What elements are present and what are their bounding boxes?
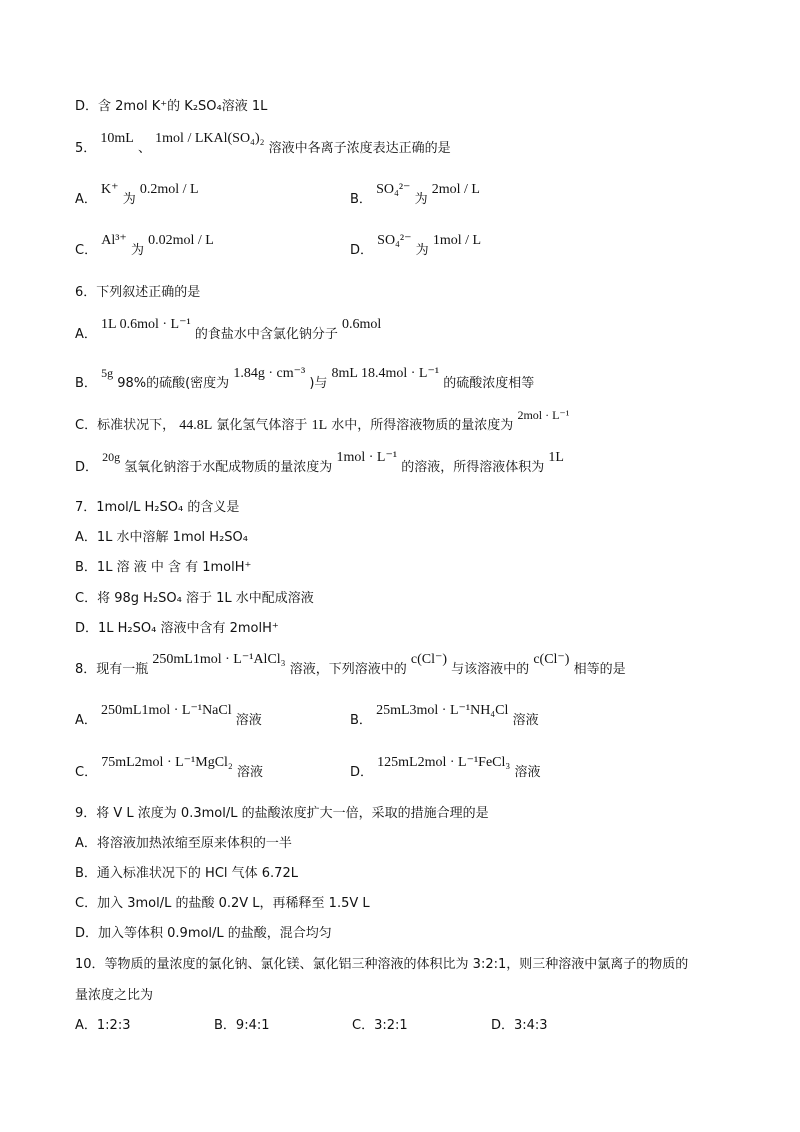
q6-option-a xyxy=(75,317,382,345)
q8-c-text: 溶液 xyxy=(236,765,263,780)
q5-separator: 、 xyxy=(138,141,152,156)
q6-a-text: 的食盐水中含氯化钠分子 xyxy=(194,327,338,342)
q5-b-value: 2mol / L xyxy=(431,182,480,197)
q6-b-text3: 的硫酸浓度相等 xyxy=(443,376,535,391)
q7-option-c: C．将 98g H₂SO₄ 溶于 1L 水中配成溶液 xyxy=(75,591,314,606)
q6-option-d xyxy=(75,450,564,478)
q6-stem: 6．下列叙述正确的是 xyxy=(75,285,201,300)
q5-formula-solution: 1mol / LKAl(SO₄)₂ xyxy=(155,131,265,146)
q8-b-formula: 25mL3mol · L⁻¹NH₄Cl xyxy=(376,703,509,718)
q8-a-text: 溶液 xyxy=(235,713,262,728)
q8-d-text: 溶液 xyxy=(514,765,541,780)
option-label: D． xyxy=(350,765,374,780)
q5-option-b xyxy=(350,182,480,210)
q6-d-text2: 的溶液，所得溶液体积为 xyxy=(401,460,545,475)
q8-a-formula: 250mL1mol · L⁻¹NaCl xyxy=(101,703,232,718)
q5-b-word: 为 xyxy=(414,192,428,207)
q5-a-ion: K⁺ xyxy=(101,182,119,197)
q8-option-d xyxy=(350,755,541,783)
q9-option-b: B．通入标准状况下的 HCl 气体 6.72L xyxy=(75,866,298,881)
q9-option-a: A．将溶液加热浓缩至原来体积的一半 xyxy=(75,836,292,851)
q8-option-b xyxy=(350,703,539,731)
q6-d-concentration: 1mol · L⁻¹ xyxy=(336,450,398,465)
q8-b-text: 溶液 xyxy=(512,713,539,728)
q9-option-d: D．加入等体积 0.9mol/L 的盐酸，混合均匀 xyxy=(75,926,332,941)
q8-solution: 250mL1mol · L⁻¹AlCl₃ xyxy=(152,652,286,667)
q8-c-formula: 75mL2mol · L⁻¹MgCl₂ xyxy=(101,755,233,770)
q6-b-mass: 5g xyxy=(101,366,114,380)
q5-option-c xyxy=(75,233,214,261)
q10-option-b: B．9:4:1 xyxy=(214,1018,270,1033)
option-label: A． xyxy=(75,713,97,728)
q10-option-a: A．1:2:3 xyxy=(75,1018,131,1033)
q5-a-word: 为 xyxy=(122,192,136,207)
q6-option-c xyxy=(75,408,570,436)
q5-stem-text: 溶液中各离子浓度表达正确的是 xyxy=(268,141,451,156)
q9-option-c: C．加入 3mol/L 的盐酸 0.2V L，再稀释至 1.5V L xyxy=(75,896,370,911)
option-label: D． xyxy=(75,460,99,475)
q6-c-volume: 44.8L xyxy=(179,418,213,433)
q8-option-a xyxy=(75,703,262,731)
q5-stem xyxy=(75,131,451,159)
q5-option-a xyxy=(75,182,199,210)
q8-d-formula: 125mL2mol · L⁻¹FeCl₃ xyxy=(377,755,511,770)
q8-c-cl-2: c(Cl⁻) xyxy=(533,652,570,667)
q6-c-water: 1L xyxy=(311,418,328,433)
q5-c-value: 0.02mol / L xyxy=(148,233,214,248)
q5-d-value: 1mol / L xyxy=(432,233,482,248)
q10-stem-line2: 量浓度之比为 xyxy=(75,988,154,1003)
q8-stem xyxy=(75,652,626,680)
q6-a-formula2: 0.6mol xyxy=(341,317,382,332)
option-label: A． xyxy=(75,327,97,342)
option-label: C． xyxy=(75,765,98,780)
q5-c-word: 为 xyxy=(130,243,144,258)
q4-option-d: D．含 2mol K⁺的 K₂SO₄溶液 1L xyxy=(75,99,268,114)
q6-c-text2: 氯化氢气体溶于 xyxy=(216,418,308,433)
q6-c-text1: C．标准状况下， xyxy=(75,418,176,433)
option-label: C． xyxy=(75,243,98,258)
q10-option-d: D．3:4:3 xyxy=(491,1018,548,1033)
option-label: B． xyxy=(75,376,97,391)
q5-number: 5． xyxy=(75,141,97,156)
q7-option-a: A．1L 水中溶解 1mol H₂SO₄ xyxy=(75,530,248,545)
q6-b-concentration: 8mL 18.4mol · L⁻¹ xyxy=(331,366,440,381)
option-label: D． xyxy=(350,243,374,258)
q6-c-text3: 水中，所得溶液物质的量浓度为 xyxy=(331,418,514,433)
q5-d-word: 为 xyxy=(415,243,429,258)
q8-c-cl-1: c(Cl⁻) xyxy=(410,652,448,667)
option-label: B． xyxy=(350,192,372,207)
q8-text1: 8．现有一瓶 xyxy=(75,662,149,677)
q6-b-density: 1.84g · cm⁻³ xyxy=(233,366,306,381)
q6-b-text2: )与 xyxy=(309,376,328,391)
q6-d-volume: 1L xyxy=(548,450,564,465)
q5-option-d xyxy=(350,233,482,261)
q7-stem: 7．1mol/L H₂SO₄ 的含义是 xyxy=(75,500,240,515)
q6-option-b xyxy=(75,366,535,394)
q5-d-ion: SO₄²⁻ xyxy=(377,233,412,248)
q5-formula-volume: 10mL xyxy=(100,131,134,146)
q6-b-text1: 98%的硫酸(密度为 xyxy=(117,376,230,391)
q9-stem: 9．将 V L 浓度为 0.3mol/L 的盐酸浓度扩大一倍，采取的措施合理的是 xyxy=(75,806,489,821)
q10-option-c: C．3:2:1 xyxy=(352,1018,408,1033)
q7-option-d: D．1L H₂SO₄ 溶液中含有 2molH⁺ xyxy=(75,621,279,636)
q6-d-text1: 氢氧化钠溶于水配成物质的量浓度为 xyxy=(124,460,333,475)
q6-d-mass: 20g xyxy=(102,450,121,464)
q8-text2: 溶液，下列溶液中的 xyxy=(289,662,407,677)
q7-option-b: B．1L 溶 液 中 含 有 1molH⁺ xyxy=(75,560,252,575)
q10-stem-line1: 10．等物质的量浓度的氯化钠、氯化镁、氯化铝三种溶液的体积比为 3:2:1，则三种溶液中氯离子的物质的 xyxy=(75,957,689,972)
q8-text4: 相等的是 xyxy=(573,662,626,677)
q5-a-value: 0.2mol / L xyxy=(139,182,199,197)
q8-text3: 与该溶液中的 xyxy=(451,662,530,677)
q6-a-formula1: 1L 0.6mol · L⁻¹ xyxy=(101,317,191,332)
option-label: A． xyxy=(75,192,97,207)
q5-b-ion: SO₄²⁻ xyxy=(376,182,411,197)
q5-c-ion: Al³⁺ xyxy=(101,233,127,248)
option-label: B． xyxy=(350,713,372,728)
q6-c-concentration: 2mol · L⁻¹ xyxy=(517,408,570,422)
q8-option-c xyxy=(75,755,263,783)
